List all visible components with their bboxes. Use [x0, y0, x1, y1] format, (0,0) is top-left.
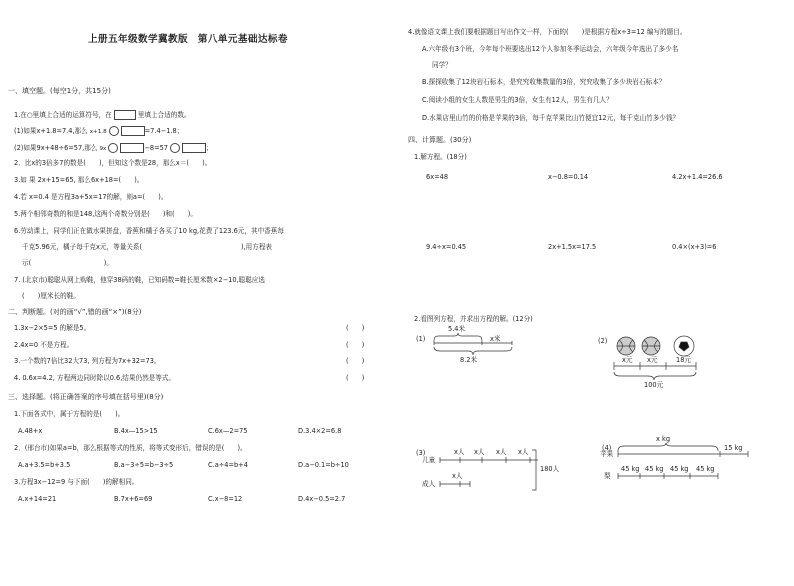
d4-label: (4) — [602, 444, 612, 452]
option-b[interactable]: B.a−3÷5=b−3÷5 — [114, 461, 174, 469]
d4-pear-segment: 45 kg — [670, 465, 689, 473]
d4-row2-bar — [618, 473, 718, 479]
equation: 0.4×(x+3)=6 — [672, 243, 717, 251]
d3-row2-bar — [440, 481, 470, 487]
section1-heading: 一、填空题。(每空1分，共15分) — [8, 87, 111, 95]
d2-total-label: 100元 — [644, 381, 664, 389]
solve-equations-heading: 1.解方程。(18分) — [414, 153, 467, 161]
q1-6-line1: 6.劳动课上，同学们正在做水果拼盘，香蕉和橘子各买了10 kg,花费了123.6元，其中香蕉每 — [14, 227, 284, 235]
d3-row1-bar — [440, 457, 538, 463]
d3-brace-right — [532, 450, 536, 490]
choice-q2: 2．(邢台市)如果a=b，那么根据等式的性质，将等式变形后，错误的是( )。 — [14, 444, 247, 452]
d1-unknown-label: x米 — [490, 335, 501, 343]
equation: 9.4÷x=0.45 — [426, 243, 467, 251]
option-c[interactable]: C.x−8=12 — [208, 495, 243, 503]
q1-1-part1: (1)如果x+1.8=7.4,那么 x+1.8 =7.4−1.8； — [14, 127, 184, 135]
d2-label: (2) — [598, 337, 608, 345]
d3-unit: x人 — [452, 472, 463, 480]
q1-4: 4.若 x=0.4 是方程3a+5x=17的解，则a=( )。 — [14, 193, 168, 201]
equation: 4.2x+1.4=26.6 — [672, 173, 723, 181]
d1-brace-bottom — [434, 347, 512, 355]
choice-q3: 3.方程3x−12=9 与下面( )的解相同。 — [14, 478, 139, 486]
d2-brace — [614, 372, 696, 380]
d3-unit: x人 — [496, 448, 507, 456]
option-d[interactable]: D.a−0.1=b÷10 — [298, 461, 349, 469]
option-c[interactable]: C.6x—2=75 — [208, 427, 248, 435]
d4-extra-label: 15 kg — [724, 444, 743, 452]
d4-unknown-label: x kg — [656, 435, 671, 443]
judge-item: 4. 0.6x=4.2, 方程两边同时除以0.6,结果仍然是等式。 — [14, 374, 176, 382]
answer-bracket[interactable]: ( ) — [346, 324, 365, 332]
option-d[interactable]: D.4x−0.5=2.7 — [298, 495, 346, 503]
q1-2: 2．比x的3倍多7的数是( )，但知这个数是28，那么x＝( )。 — [14, 159, 212, 167]
option-c[interactable]: C.阅读小组的女生人数是男生的3倍，女生有12人，男生有几人？ — [422, 96, 613, 104]
q1-6-line2: 千克5.96元，橘子每千克x元，等量关系( ),用方程表 — [22, 243, 273, 251]
option-a-cont: 同学？ — [432, 61, 452, 69]
d3-row-children: 儿童 — [422, 456, 436, 464]
section4-heading: 四、计算题。(30分) — [408, 136, 472, 144]
option-c[interactable]: C.a÷4=b+4 — [208, 461, 248, 469]
answer-bracket[interactable]: ( ) — [346, 341, 365, 349]
d4-pear-segment: 45 kg — [645, 465, 664, 473]
option-a[interactable]: A.x+14=21 — [18, 495, 57, 503]
answer-bracket[interactable]: ( ) — [346, 374, 365, 382]
answer-bracket[interactable]: ( ) — [346, 357, 365, 365]
equation: 6x=48 — [426, 173, 449, 181]
option-b[interactable]: B.探探收集了12块岩石标本，是究究收集数量的3倍，究究收集了多少块岩石标本？ — [422, 78, 666, 86]
d4-row-apples: 苹果 — [600, 450, 614, 458]
d1-brace-top — [434, 333, 482, 341]
judge-item: 1.3x−2×5=5 的解是5。 — [14, 324, 91, 332]
q1-3: 3.如 果 2x+15=65, 那么6x+18=( )。 — [14, 176, 144, 184]
d4-row-pears: 梨 — [604, 472, 611, 480]
option-a[interactable]: A.a+3.5=b+3.5 — [18, 461, 71, 469]
section3-heading: 三、选择题。(将正确答案的序号填在括号里)(8分) — [8, 393, 164, 401]
d2-soccer-price: 18元 — [676, 356, 691, 364]
d3-unit: x人 — [518, 448, 529, 456]
q1-6-line3: 示( )。 — [22, 259, 113, 267]
option-d[interactable]: D.水果店里山竹的价格是苹果的3倍，每千克苹果比山竹便宜12元，每千克山竹多少钱？ — [422, 114, 680, 122]
equation: x−0.8=0.14 — [548, 173, 589, 181]
d3-total-label: 180人 — [540, 465, 560, 473]
q1-7-line1: 7. (北京市)聪聪从网上购鞋，他穿38码的鞋，已知码数=鞋长厘米数×2−10,聪聪应选 — [14, 276, 265, 284]
d2-ball-price: x元 — [622, 356, 633, 364]
option-d[interactable]: D.3.4×2=6.8 — [298, 427, 342, 435]
option-a[interactable]: A.48+x — [18, 427, 43, 435]
option-b[interactable]: B.4x—15>15 — [114, 427, 158, 435]
d3-unit: x人 — [454, 448, 465, 456]
choice-q1: 1.下面各式中，属于方程的是( )。 — [14, 410, 125, 418]
page-title: 上册五年级数学冀教版 第八单元基础达标卷 — [88, 34, 288, 45]
d4-pear-segment: 45 kg — [696, 465, 715, 473]
d1-total-label: 8.2米 — [460, 356, 478, 364]
d3-label: (3) — [416, 449, 426, 457]
d4-pear-segment: 45 kg — [621, 465, 640, 473]
q1-1: 1.在○里填上合适的运算符号，在 里填上合适的数。 — [14, 111, 191, 119]
section2-heading: 二、判断题。(对的画“√”,错的画“×”)(8分) — [8, 308, 142, 316]
judge-item: 3.一个数的7倍比32大73, 列方程为7x+32=73。 — [14, 357, 161, 365]
option-a[interactable]: A.六年级有3个班，今年每个班要选出12个人参加冬季运动会，六年级今年选出了多少名 — [422, 45, 679, 53]
d1-segment-label: 5.4米 — [448, 325, 466, 333]
q1-1-part2: (2)如果9x+48÷6=57,那么 9x −8=57 ； — [14, 144, 213, 152]
d4-brace-top — [618, 443, 718, 451]
choice-q4: 4.就像语文课上我们要根据题目写出作文一样，下面的( )是根据方程x÷3=12 编写的题目。 — [408, 28, 687, 36]
equation: 2x+1.5x=17.5 — [548, 243, 597, 251]
d2-ball-price: x元 — [647, 356, 658, 364]
d3-unit: x人 — [474, 448, 485, 456]
judge-item: 2.4x=0 不是方程。 — [14, 341, 74, 349]
q1-5: 5.两个相邻奇数的和是148,这两个奇数分别是( )和( )。 — [14, 210, 197, 218]
d1-label: (1) — [416, 335, 426, 343]
option-b[interactable]: B.7x+6=69 — [114, 495, 153, 503]
diagram-questions-heading: 2.看图列方程，并求出方程的解。(12分) — [414, 315, 533, 323]
d3-row-adults: 成人 — [422, 480, 436, 488]
q1-7-line2: ( )厘米长的鞋。 — [22, 292, 80, 300]
